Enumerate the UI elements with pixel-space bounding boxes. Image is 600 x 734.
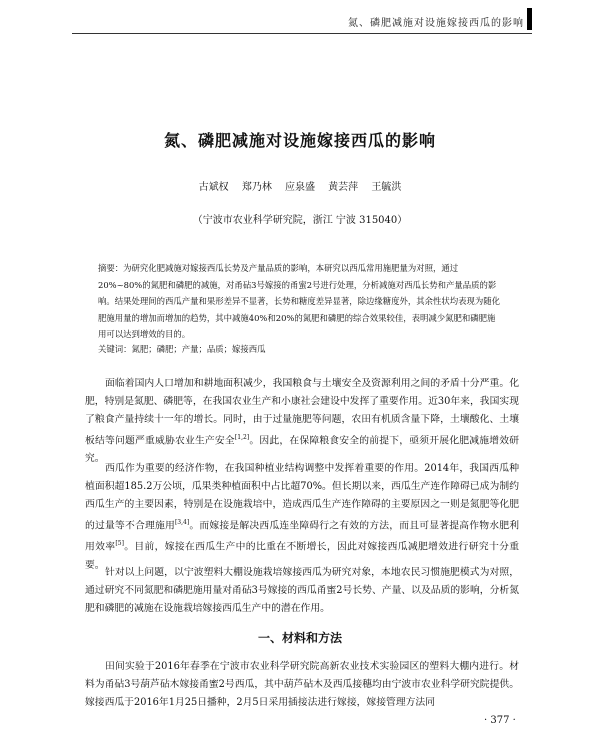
- abstract: 摘要：为研究化肥减施对嫁接西瓜长势及产量品质的影响，本研究以西瓜常用施肥量为对照，通过20%~80%的氮肥和磷肥的减施，对甬砧3号嫁接的甬蜜2号进行处理，分析减施对西瓜长势和产量品质的影响。结果处理间的西瓜产量和果形差异不显著，长势和糖度差异显著，除边缘糖度外，其余性状均表现为随化肥施用量的增加而增加的趋势，其中减施40%和20%的氮肥和磷肥的综合效果较佳，表明减少氮肥和磷肥施用可以达到增效的目的。: [98, 263, 500, 340]
- citation: [5]: [115, 540, 124, 548]
- section-paragraph: 田间实验于2016年春季在宁波市农业科学研究院高新农业技术实验园区的塑料大棚内进行。材料为甬砧3号葫芦砧木嫁接甬蜜2号西瓜，其中葫芦砧木及西瓜接穗均由宁波市农业科学研究院提供。嫁接西瓜于2016年1月25日播种，2月5日采用插接法进行嫁接，嫁接管理方法同: [85, 661, 519, 708]
- article-title: 氮、磷肥减施对设施嫁接西瓜的影响: [163, 131, 436, 150]
- body-paragraph-2: 西瓜作为重要的经济作物，在我国种植业结构调整中发挥着重要的作用。2014年，我国西瓜种植面积超185.2万公顷，瓜果类种植面积中占比超70%。但长期以来，西瓜生产连作障碍已成为制约西瓜生产的主要因素，特别是在设施栽培中，造成西瓜生产连作障碍的主要原因之一则是氮肥等化肥的过量等不合理施用[3,4]。而嫁接是解决西瓜连坐障碍行之有效的方法，而且可显著提高作物水肥利用效率[5]。目前，嫁接在西瓜生产中的比重在不断增长，因此对嫁接西瓜减肥增效进行研究十分重要。: [85, 463, 520, 571]
- running-title: 氮、磷肥减施对设施嫁接西瓜的影响: [348, 18, 524, 29]
- affiliation: （宁波市农业科学研究院，浙江 宁波 315040）: [192, 215, 408, 226]
- body-paragraph-3: 针对以上问题，以宁波塑料大棚设施栽培嫁接西瓜为研究对象，本地农民习惯施肥模式为对照，通过研究不同氮肥和磷肥施用量对甬砧3号嫁接的西瓜甬蜜2号长势、产量、以及品质的影响，分析氮肥和磷肥的减施在设施栽培嫁接西瓜生产中的潜在作用。: [85, 567, 519, 614]
- header-marker: [527, 8, 532, 30]
- citation: [3,4]: [174, 519, 190, 526]
- header-rule: [72, 33, 532, 34]
- section-heading: 一、材料和方法: [257, 631, 342, 645]
- body-paragraph-1: 面临着国内人口增加和耕地面积减少，我国粮食与土壤安全及资源利用之间的矛盾十分严重。化肥，特别是氮肥、磷肥等，在我国农业生产和小康社会建设中发挥了重要作用。近30年来，我国实现了粮食产量持续十一年的增长。同时，由于过量施肥等问题，农田有机质含量下降，土壤酸化、土壤板结等问题严重威胁农业生产安全[1,2]。因此，在保障粮食安全的前提下，亟须开展化肥减施增效研究。: [85, 378, 520, 465]
- citation: [1,2]: [234, 434, 250, 441]
- running-header: [72, 10, 532, 32]
- page-number: · 377 ·: [484, 715, 516, 726]
- author-list: 古斌权 郑乃林 应泉盛 黄芸萍 王毓洪: [198, 182, 402, 193]
- keywords: 关键词：氮肥；磷肥；产量；品质；嫁接西瓜: [98, 344, 266, 354]
